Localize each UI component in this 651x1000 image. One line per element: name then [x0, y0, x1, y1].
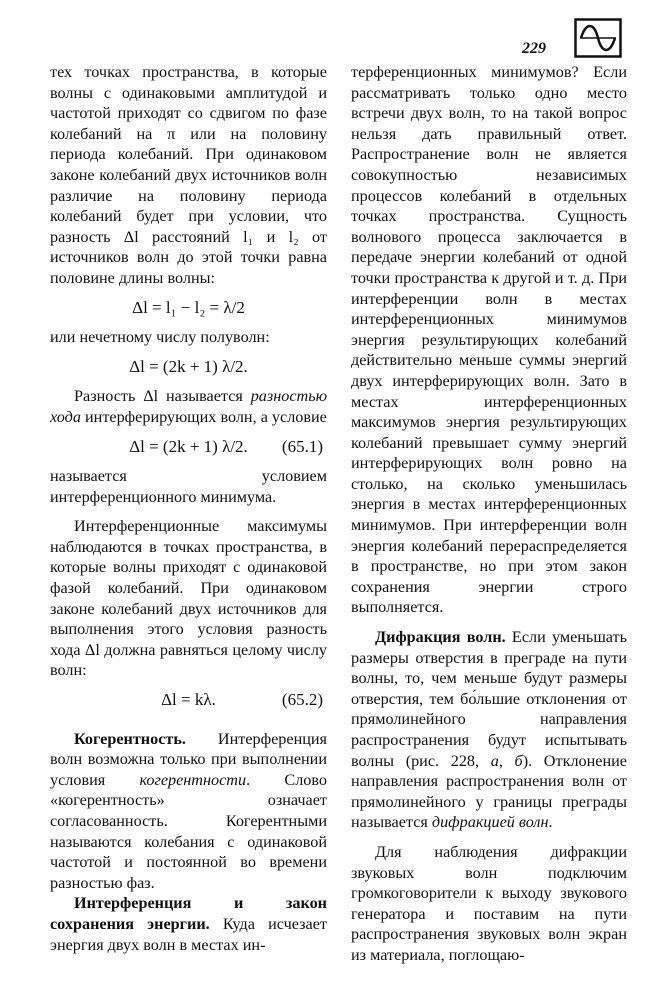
paragraph: Интерференционные максимумы наблюдаются в точках пространства, в которые волны приходят с одинаковой фазой колебаний. При одинаковом законе колебаний двух источников для выполнения этого условия разность хода Δl должна равняться целому числу волн: [50, 517, 327, 680]
text-run: . Слово «когерентность» означает согласованность. Когерентными называются колебания с одинаковой частотой и постоянной во времени разностью фаз. [50, 770, 327, 892]
term-italic: дифракцией волн [431, 813, 549, 832]
wave-icon [574, 18, 622, 58]
equation-number: (65.1) [281, 436, 323, 456]
text-run: Если уменьшать размеры отверстия в преграде на пути волны, то, чем меньше будут размеры отверстия, тем бо́льшие отклонения от прямолинейного направления распространения будут испытывать волны (рис. 228, [351, 628, 628, 770]
equation-number: (65.2) [281, 690, 323, 710]
right-column [351, 62, 627, 966]
section-heading: Интерференция и закон сохранения энергии. [50, 894, 327, 933]
paragraph [50, 386, 327, 427]
text-run: интерферирующих волн, а условие [80, 407, 327, 426]
text-run: . [548, 813, 553, 832]
left-column [50, 62, 327, 955]
formula [50, 437, 327, 458]
formula-text: Δl = (2k + 1) λ/2. [129, 436, 248, 456]
formula-text: Δl = l₁ − l₂ = λ/2 [132, 297, 245, 317]
text-run: Разность Δl называется [74, 387, 251, 406]
paragraph [50, 729, 327, 894]
section-heading: Дифракция волн. [375, 628, 506, 647]
term-italic: разностью хода [50, 387, 327, 426]
formula [50, 298, 327, 319]
paragraph: или нечетному числу полуволн: [50, 328, 270, 347]
paragraph [50, 893, 327, 955]
text-run: Интерференция волн возможна только при выполнении условия [50, 729, 327, 789]
formula [50, 357, 327, 378]
section-heading: Когерентность. [74, 729, 186, 748]
text-run: ). Отклонение направления распространения волн от прямолинейного у границы преграды называется [351, 751, 627, 832]
term-italic: а, б [490, 751, 523, 770]
paragraph: тех точках пространства, в которые волны с одинаковыми амплитудой и частотой приходят со сдвигом по фазе колебаний на π или на половину периода колебаний. При одинаковом законе колебаний двух источников волн различие на половину периода колебаний будет при условии, что разность Δl расстояний l₁ и l₂ от источников волн до этой точки равна половине длины волны: [50, 63, 327, 287]
paragraph: терференционных минимумов? Если рассматривать только одно место встречи двух волн, то на такой вопрос нельзя дать правильный ответ. Распространение волн не является совокупностью независимых процессов колебаний в отдельных точках пространства. Сущность волнового процесса заключается в передаче энергии колебаний от одной точки пространства к другой и т. д. При интерференции волн в местах интерференционных минимумов энергия результирующих колебаний действительно меньше суммы энергий двух интерферирующих волн. Зато в местах интерференционных максимумов энергия результирующих колебаний превышает сумму энергий интерферирующих волн ровно на столько, на сколько уменьшилась энергия в местах интерференционных минимумов. При интерференции волн энергия колебаний перераспределяется в пространстве, но при этом закон сохранения энергии строго выполняется. [351, 63, 627, 617]
term-italic: когерентности [139, 770, 247, 789]
formula-text: Δl = (2k + 1) λ/2. [129, 356, 248, 376]
page-number: 229 [522, 40, 546, 57]
formula [50, 690, 327, 711]
text-run: Куда исчезает энергия двух волн в местах ин- [50, 914, 327, 954]
formula-text: Δl = kλ. [161, 690, 216, 710]
paragraph: называется условием интерференционного минимума. [50, 467, 327, 506]
paragraph [351, 627, 627, 833]
paragraph: Для наблюдения дифракции звуковых волн подключим громкоговорители к выходу звукового генератора и поставим на пути распространения звуковых волн экран из материала, поглощаю- [351, 842, 627, 964]
